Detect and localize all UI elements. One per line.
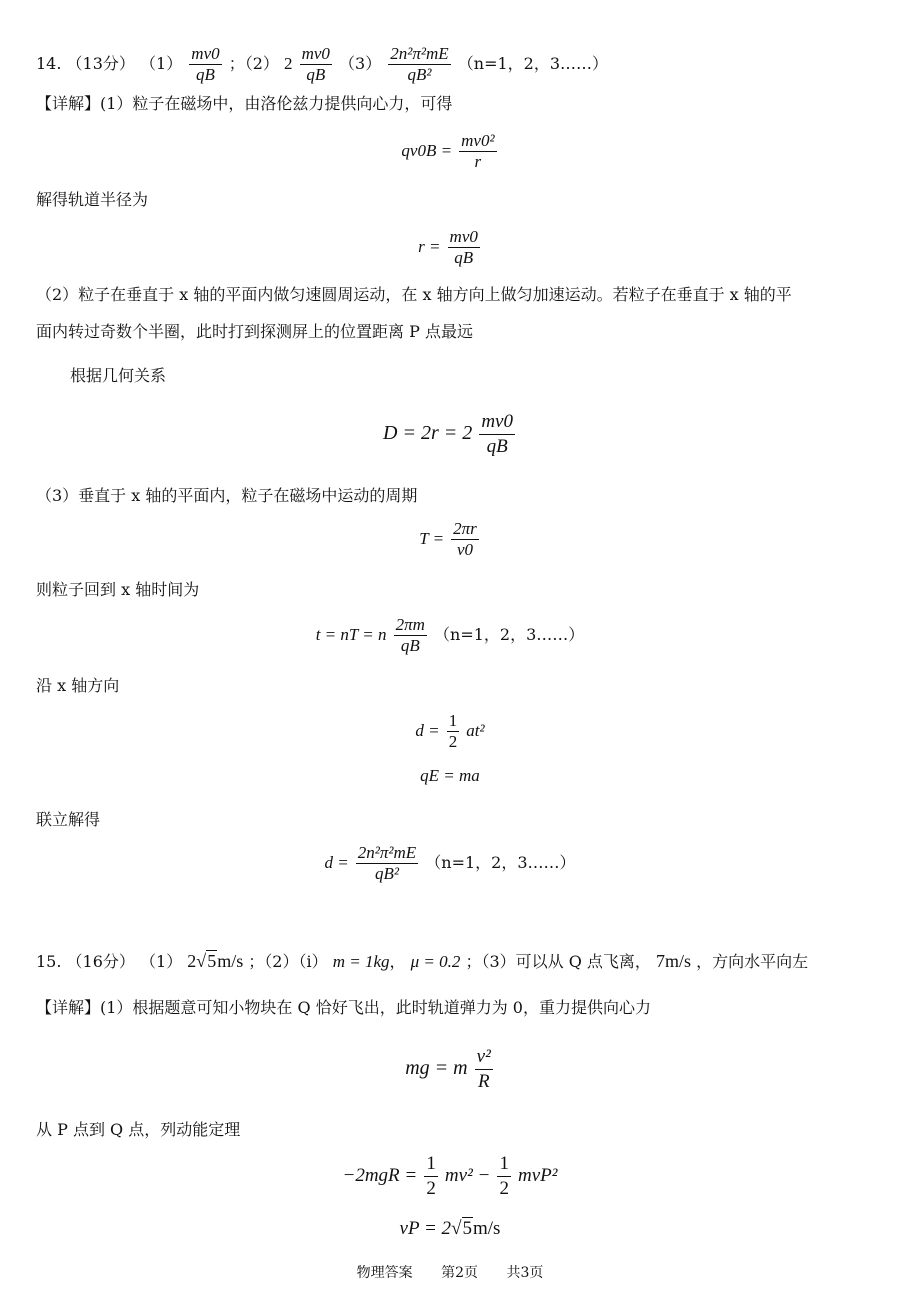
footer-subject: 物理答案 (356, 1265, 413, 1281)
sqrt-symbol: √5 (451, 1218, 472, 1239)
q14-eq-displacement: d = $\frac{1}{2}$ at² (415, 711, 485, 751)
q14-text-geometry: 根据几何关系 (70, 366, 167, 385)
q15-eq-energy: −2mgR = $\frac{1}{2}$ mv² − $\frac{1}{2}$ mvP² (342, 1153, 558, 1199)
q15-detail-1: 【详解】(1）根据题意可知小物块在 Q 恰好飞出，此时轨道弹力为 0，重力提供向心力 (36, 998, 651, 1017)
q14-eq-newton: qE = ma (420, 766, 480, 785)
q14-eq-distance: D = 2r = 2 $\frac{mv0}{qB}$ (383, 411, 513, 457)
q14-part2-label: ；（2） (228, 54, 279, 73)
q15-text-energy: 从 P 点到 Q 点，列动能定理 (36, 1120, 241, 1139)
q15-eq-vp: vP = 2√5m/s (0, 1214, 900, 1244)
q14-answer3-range: （n=1，2，3……） (457, 54, 609, 73)
q14-text-part2b: 面内转过奇数个半圈，此时打到探测屏上的位置距离 P 点最远 (36, 322, 473, 341)
q14-eq-radius: r = $\frac{mv0}{qB}$ (418, 227, 478, 267)
q14-text-combine: 联立解得 (36, 810, 101, 829)
q14-number: 14. (36, 54, 62, 73)
q15-eq-centripetal: mg = m $\frac{\text{v²}}{R}$ (405, 1046, 491, 1092)
q14-header: 14. （13分） （1） $\frac{mv0}{qB}$ ；（2） 2 $\frac{mv0}{qB}$ （3） $\frac{\text{2n²π²mE}}{\text{qB²}}$ （n=1，2，3……） (36, 44, 609, 84)
footer-total: 共3页 (506, 1265, 544, 1281)
q14-detail-1: 【详解】(1）粒子在磁场中，由洛伦兹力提供向心力，可得 (36, 94, 453, 113)
footer-page: 第2页 (441, 1265, 478, 1281)
q14-answer1-fraction: $\frac{mv0}{qB}$ (191, 44, 220, 84)
q14-eq-time: t = nT = n $\frac{2\pi m}{qB}$ （n=1，2，3……） (315, 615, 585, 655)
q14-eq-period: T = $\frac{2\pi r}{v0}$ (419, 519, 477, 559)
q14-eq-lorentz: qv0B = $\frac{\text{mv0²}}{r}$ (401, 131, 495, 171)
sqrt-symbol: √5 (196, 951, 217, 971)
q14-score: （13分） (66, 54, 135, 73)
q14-text-part2a: （2）粒子在垂直于 x 轴的平面内做匀速圆周运动，在 x 轴方向上做匀加速运动。若粒子在垂直于 x 轴的平 (36, 285, 792, 304)
q14-text-x-direction: 沿 x 轴方向 (36, 676, 120, 695)
q14-answer3-fraction: $\frac{\text{2n²π²mE}}{\text{qB²}}$ (390, 44, 449, 84)
q14-text-return-time: 则粒子回到 x 轴时间为 (36, 580, 200, 599)
q15-header: 15. （16分） （1） 2√5m/s ；（2）（i） m = 1kg， μ = 0.2 ；（3）可以从 Q 点飞离， 7m/s ，方向水平向左 (0, 946, 900, 976)
q14-part1-label: （1） (140, 54, 183, 73)
q14-text-period: （3）垂直于 x 轴的平面内，粒子在磁场中运动的周期 (36, 486, 418, 505)
q14-text-radius: 解得轨道半径为 (36, 190, 149, 209)
q15-score: （16分） (66, 952, 135, 971)
q14-answer2-fraction: $\frac{mv0}{qB}$ (301, 44, 330, 84)
q14-eq-result: d = $\frac{\text{2n²π²mE}}{\text{qB²}}$ （n=1，2，3……） (324, 843, 576, 883)
q14-part3-label: （3） (339, 54, 382, 73)
q15-number: 15. (36, 952, 62, 971)
page-footer (0, 1262, 900, 1282)
